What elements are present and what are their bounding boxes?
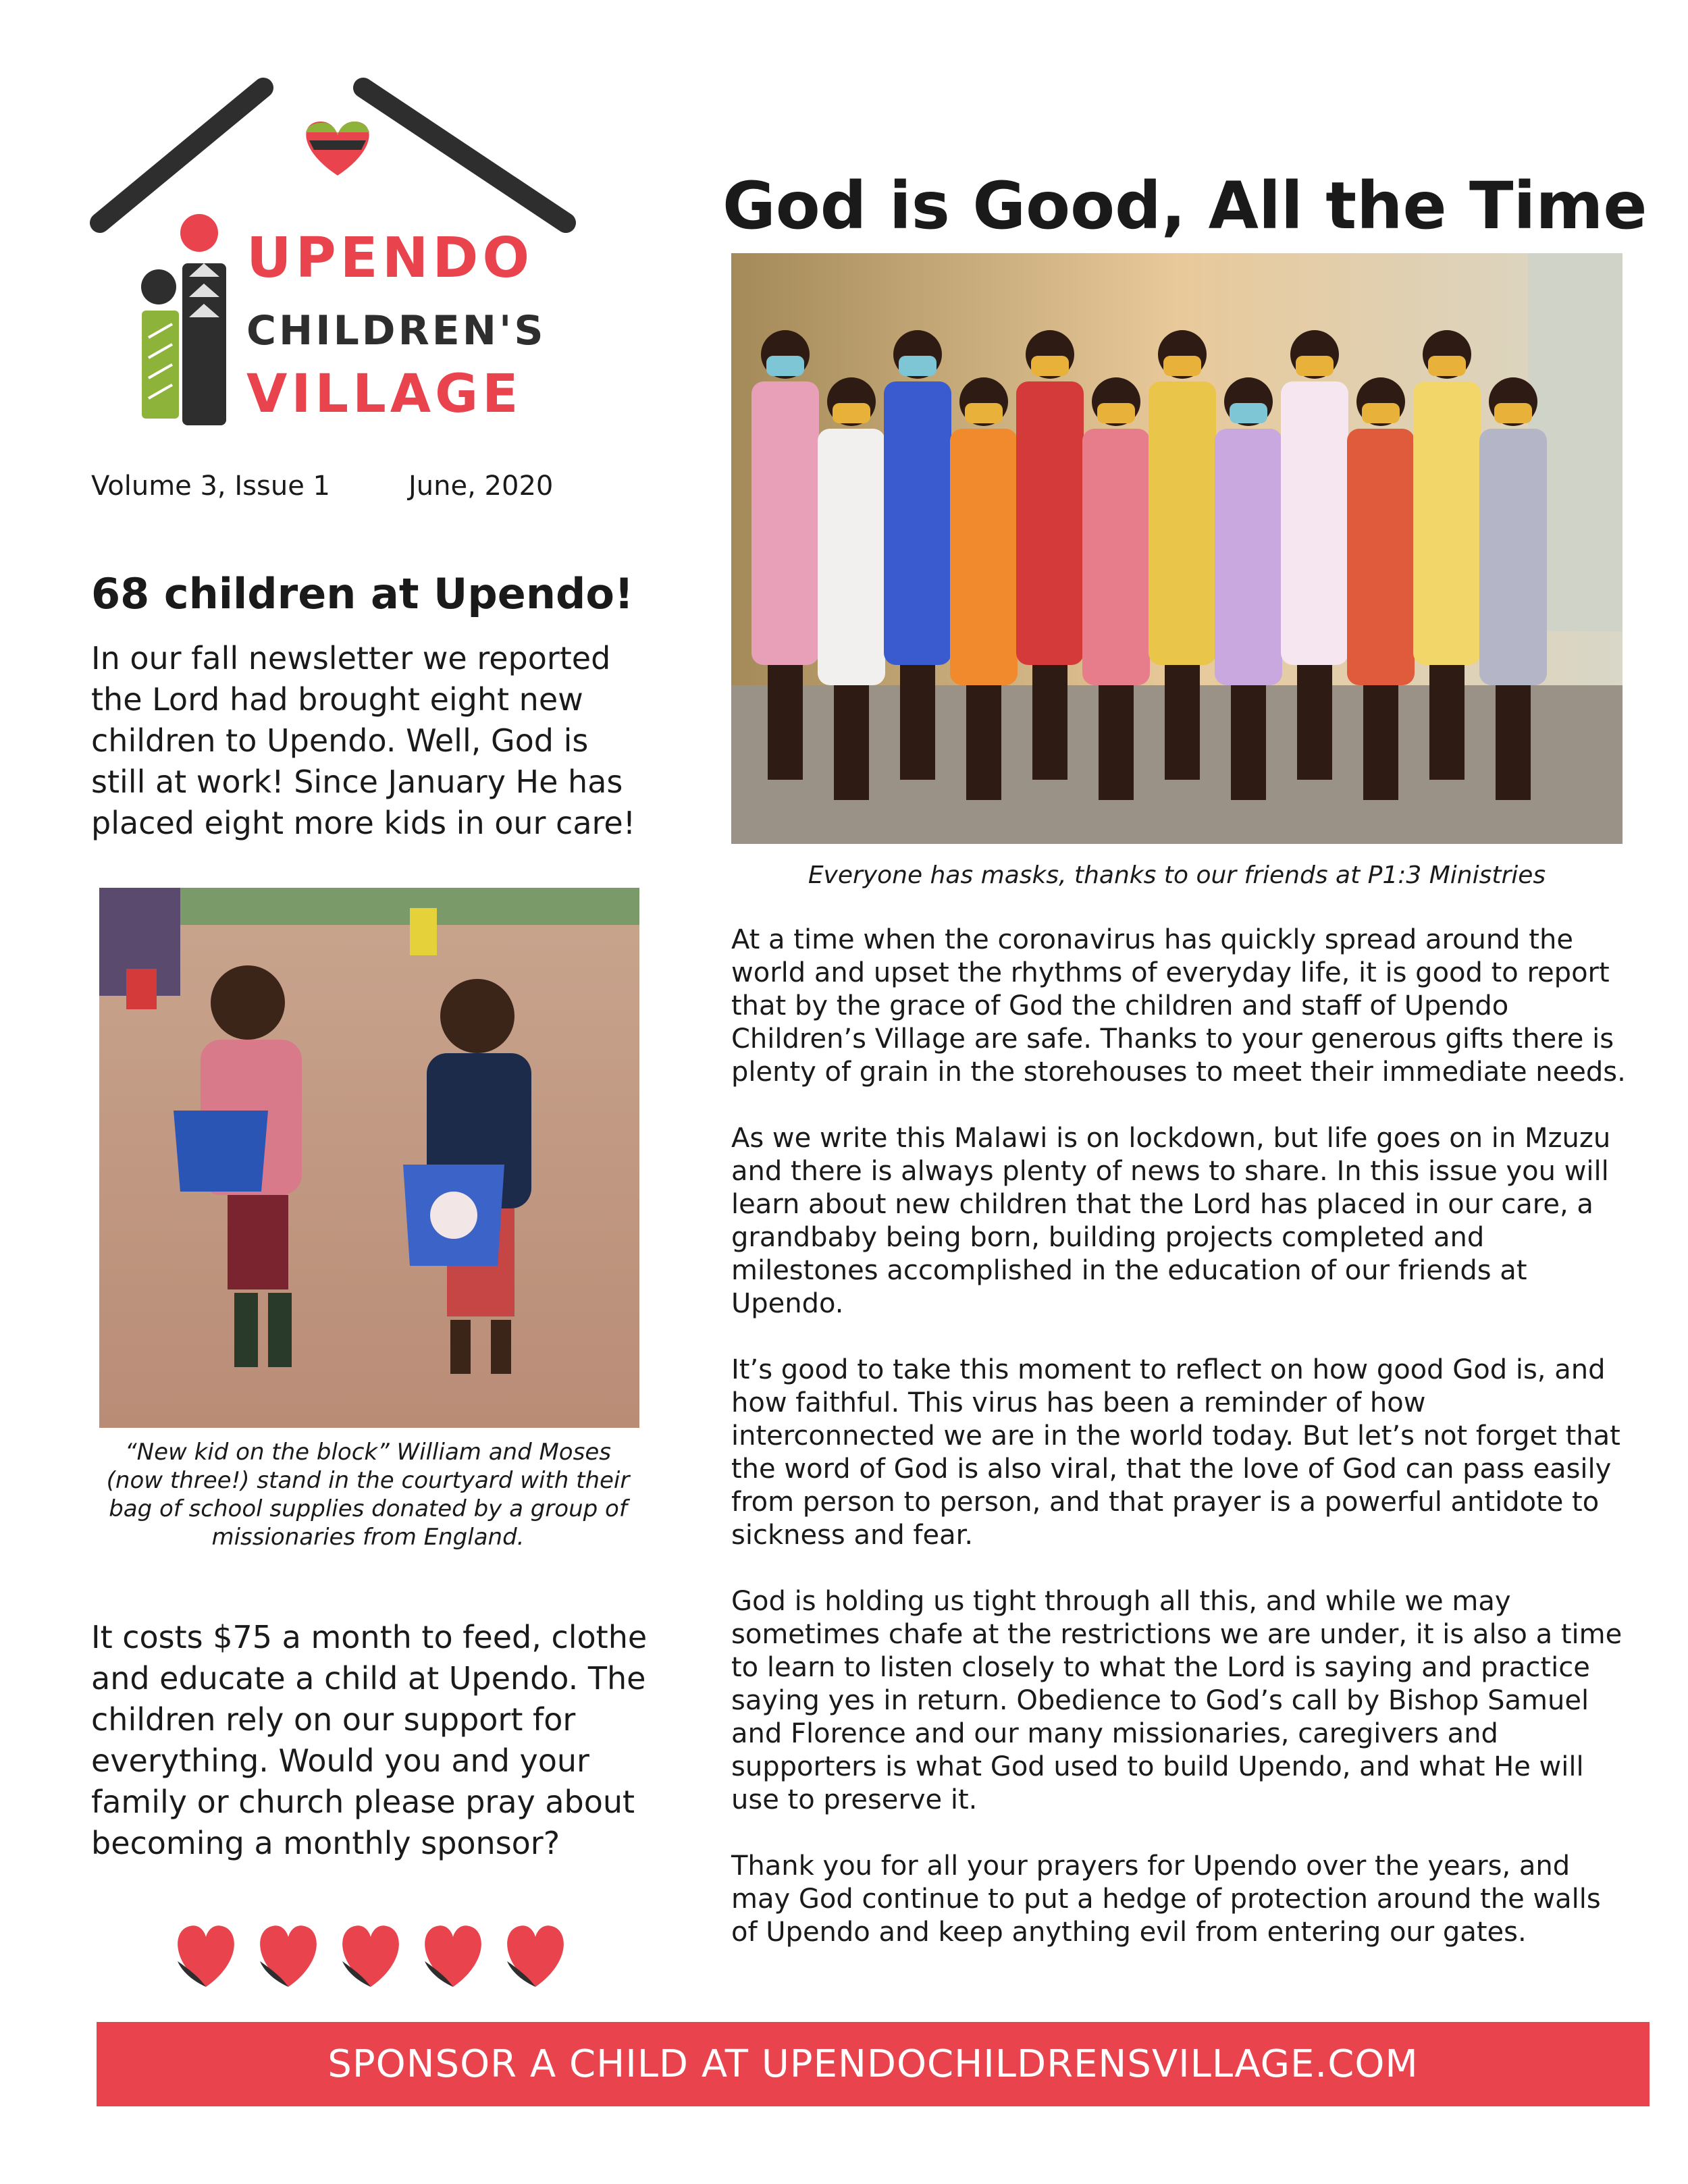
upendo-logo bbox=[88, 68, 587, 446]
child-body bbox=[1413, 381, 1481, 665]
face-mask bbox=[1031, 356, 1069, 376]
roof-left bbox=[100, 88, 263, 223]
left-intro-text: In our fall newsletter we reported the Lord had brought eight new children to Upendo. Well, God is still at work! Since January He has placed eight more kids in our care! bbox=[91, 640, 636, 841]
child-body bbox=[1347, 429, 1415, 685]
child-legs bbox=[1165, 665, 1200, 780]
heart-icon bbox=[425, 1925, 481, 1987]
photo-caption-boys: “New kid on the block” William and Moses (now three!) stand in the courtyard with their bag of school supplies donated by a group of missionaries from England. bbox=[106, 1439, 630, 1551]
article-paragraph: It’s good to take this moment to reflect on how good God is, and how faithful. This virus has been a reminder of how interconnected we are in the world today. But let’s not forget that the word of God is also viral, that the love of God can pass easily from person to person, and that prayer is a powerful antidote to sickness and fear. bbox=[731, 1354, 1620, 1551]
heart-icon bbox=[342, 1925, 399, 1987]
heart-icon bbox=[260, 1925, 317, 1987]
logo-heart-icon bbox=[306, 122, 369, 176]
heart-icon bbox=[178, 1925, 234, 1987]
child-legs bbox=[1231, 685, 1266, 800]
child-body bbox=[884, 381, 951, 665]
child-legs bbox=[1099, 685, 1134, 800]
face-mask bbox=[1163, 356, 1201, 376]
child-legs bbox=[1363, 685, 1398, 800]
child-body bbox=[1016, 381, 1084, 665]
sponsor-banner-link[interactable]: SPONSOR A CHILD AT UPENDOCHILDRENSVILLAGE.COM bbox=[97, 2022, 1650, 2106]
face-mask bbox=[1494, 403, 1532, 423]
face-mask bbox=[833, 403, 870, 423]
main-heading: God is Good, All the Time bbox=[722, 168, 1647, 244]
face-mask bbox=[766, 356, 804, 376]
child-legs bbox=[1429, 665, 1465, 780]
sponsor-appeal-text: It costs $75 a month to feed, clothe and educate a child at Upendo. The children rely on our support for everything. Would you and your family or church please pray about becoming a monthly sponsor? bbox=[91, 1619, 648, 1861]
child-legs bbox=[900, 665, 935, 780]
roof-right bbox=[363, 88, 566, 223]
photo-children-with-masks bbox=[731, 253, 1623, 844]
child-body bbox=[1082, 429, 1150, 685]
child-legs bbox=[1496, 685, 1531, 800]
left-heading: 68 children at Upendo! bbox=[91, 569, 634, 618]
logo-wordmark bbox=[246, 226, 546, 425]
logo-line-2: CHILDREN'S bbox=[246, 307, 546, 354]
face-mask bbox=[1097, 403, 1135, 423]
article-paragraph: Thank you for all your prayers for Upendo over the years, and may God continue to put a hedge of protection around the walls of Upendo and keep anything evil from entering our gates. bbox=[731, 1850, 1601, 1948]
child-legs bbox=[768, 665, 803, 780]
child-body bbox=[1149, 381, 1216, 665]
child-legs bbox=[1032, 665, 1067, 780]
article-paragraph: As we write this Malawi is on lockdown, but life goes on in Mzuzu and there is always plenty of news to share. In this issue you will learn about new children that the Lord has placed in our care, a grandbaby being born, building projects completed and milestones accomplished in the education of our friends at Upendo. bbox=[731, 1123, 1611, 1319]
issue-line bbox=[91, 466, 631, 506]
logo-line-1: UPENDO bbox=[246, 226, 534, 290]
child-legs bbox=[966, 685, 1001, 800]
issue-volume: Volume 3, Issue 1 bbox=[91, 471, 330, 502]
child-legs bbox=[1297, 665, 1332, 780]
child-body bbox=[1281, 381, 1348, 665]
logo-figures bbox=[141, 214, 226, 425]
heart-icon bbox=[507, 1925, 564, 1987]
photo-caption-group: Everyone has masks, thanks to our friends at P1:3 Ministries bbox=[808, 861, 1546, 889]
face-mask bbox=[899, 356, 937, 376]
face-mask bbox=[1230, 403, 1267, 423]
logo-line-3: VILLAGE bbox=[246, 364, 523, 425]
child-body bbox=[1479, 429, 1547, 685]
child-body bbox=[1215, 429, 1282, 685]
child-body bbox=[818, 429, 885, 685]
article-paragraph: God is holding us tight through all this, and while we may sometimes chafe at the restrictions we are under, it is also a time to learn to listen closely to what the Lord is saying and practice saying yes in return. Obedience to God’s call by Bishop Samuel and Florence and our many missionaries, caregivers and supporters is what God used to build Upendo, and what He will use to preserve it. bbox=[731, 1586, 1623, 1815]
child-body bbox=[751, 381, 819, 665]
child-legs bbox=[834, 685, 869, 800]
face-mask bbox=[1428, 356, 1466, 376]
face-mask bbox=[1296, 356, 1334, 376]
photo-william-and-moses bbox=[99, 888, 639, 1428]
issue-date: June, 2020 bbox=[408, 471, 554, 502]
face-mask bbox=[965, 403, 1003, 423]
face-mask bbox=[1362, 403, 1400, 423]
hearts-row bbox=[165, 1917, 571, 1992]
child-body bbox=[950, 429, 1018, 685]
article-paragraph: At a time when the coronavirus has quickly spread around the world and upset the rhythms of everyday life, it is good to report that by the grace of God the children and staff of Upendo Children’s Village are safe. Thanks to your generous gifts there is plenty of grain in the storehouses to meet their immediate needs. bbox=[731, 924, 1626, 1088]
article-body bbox=[731, 924, 1629, 1982]
